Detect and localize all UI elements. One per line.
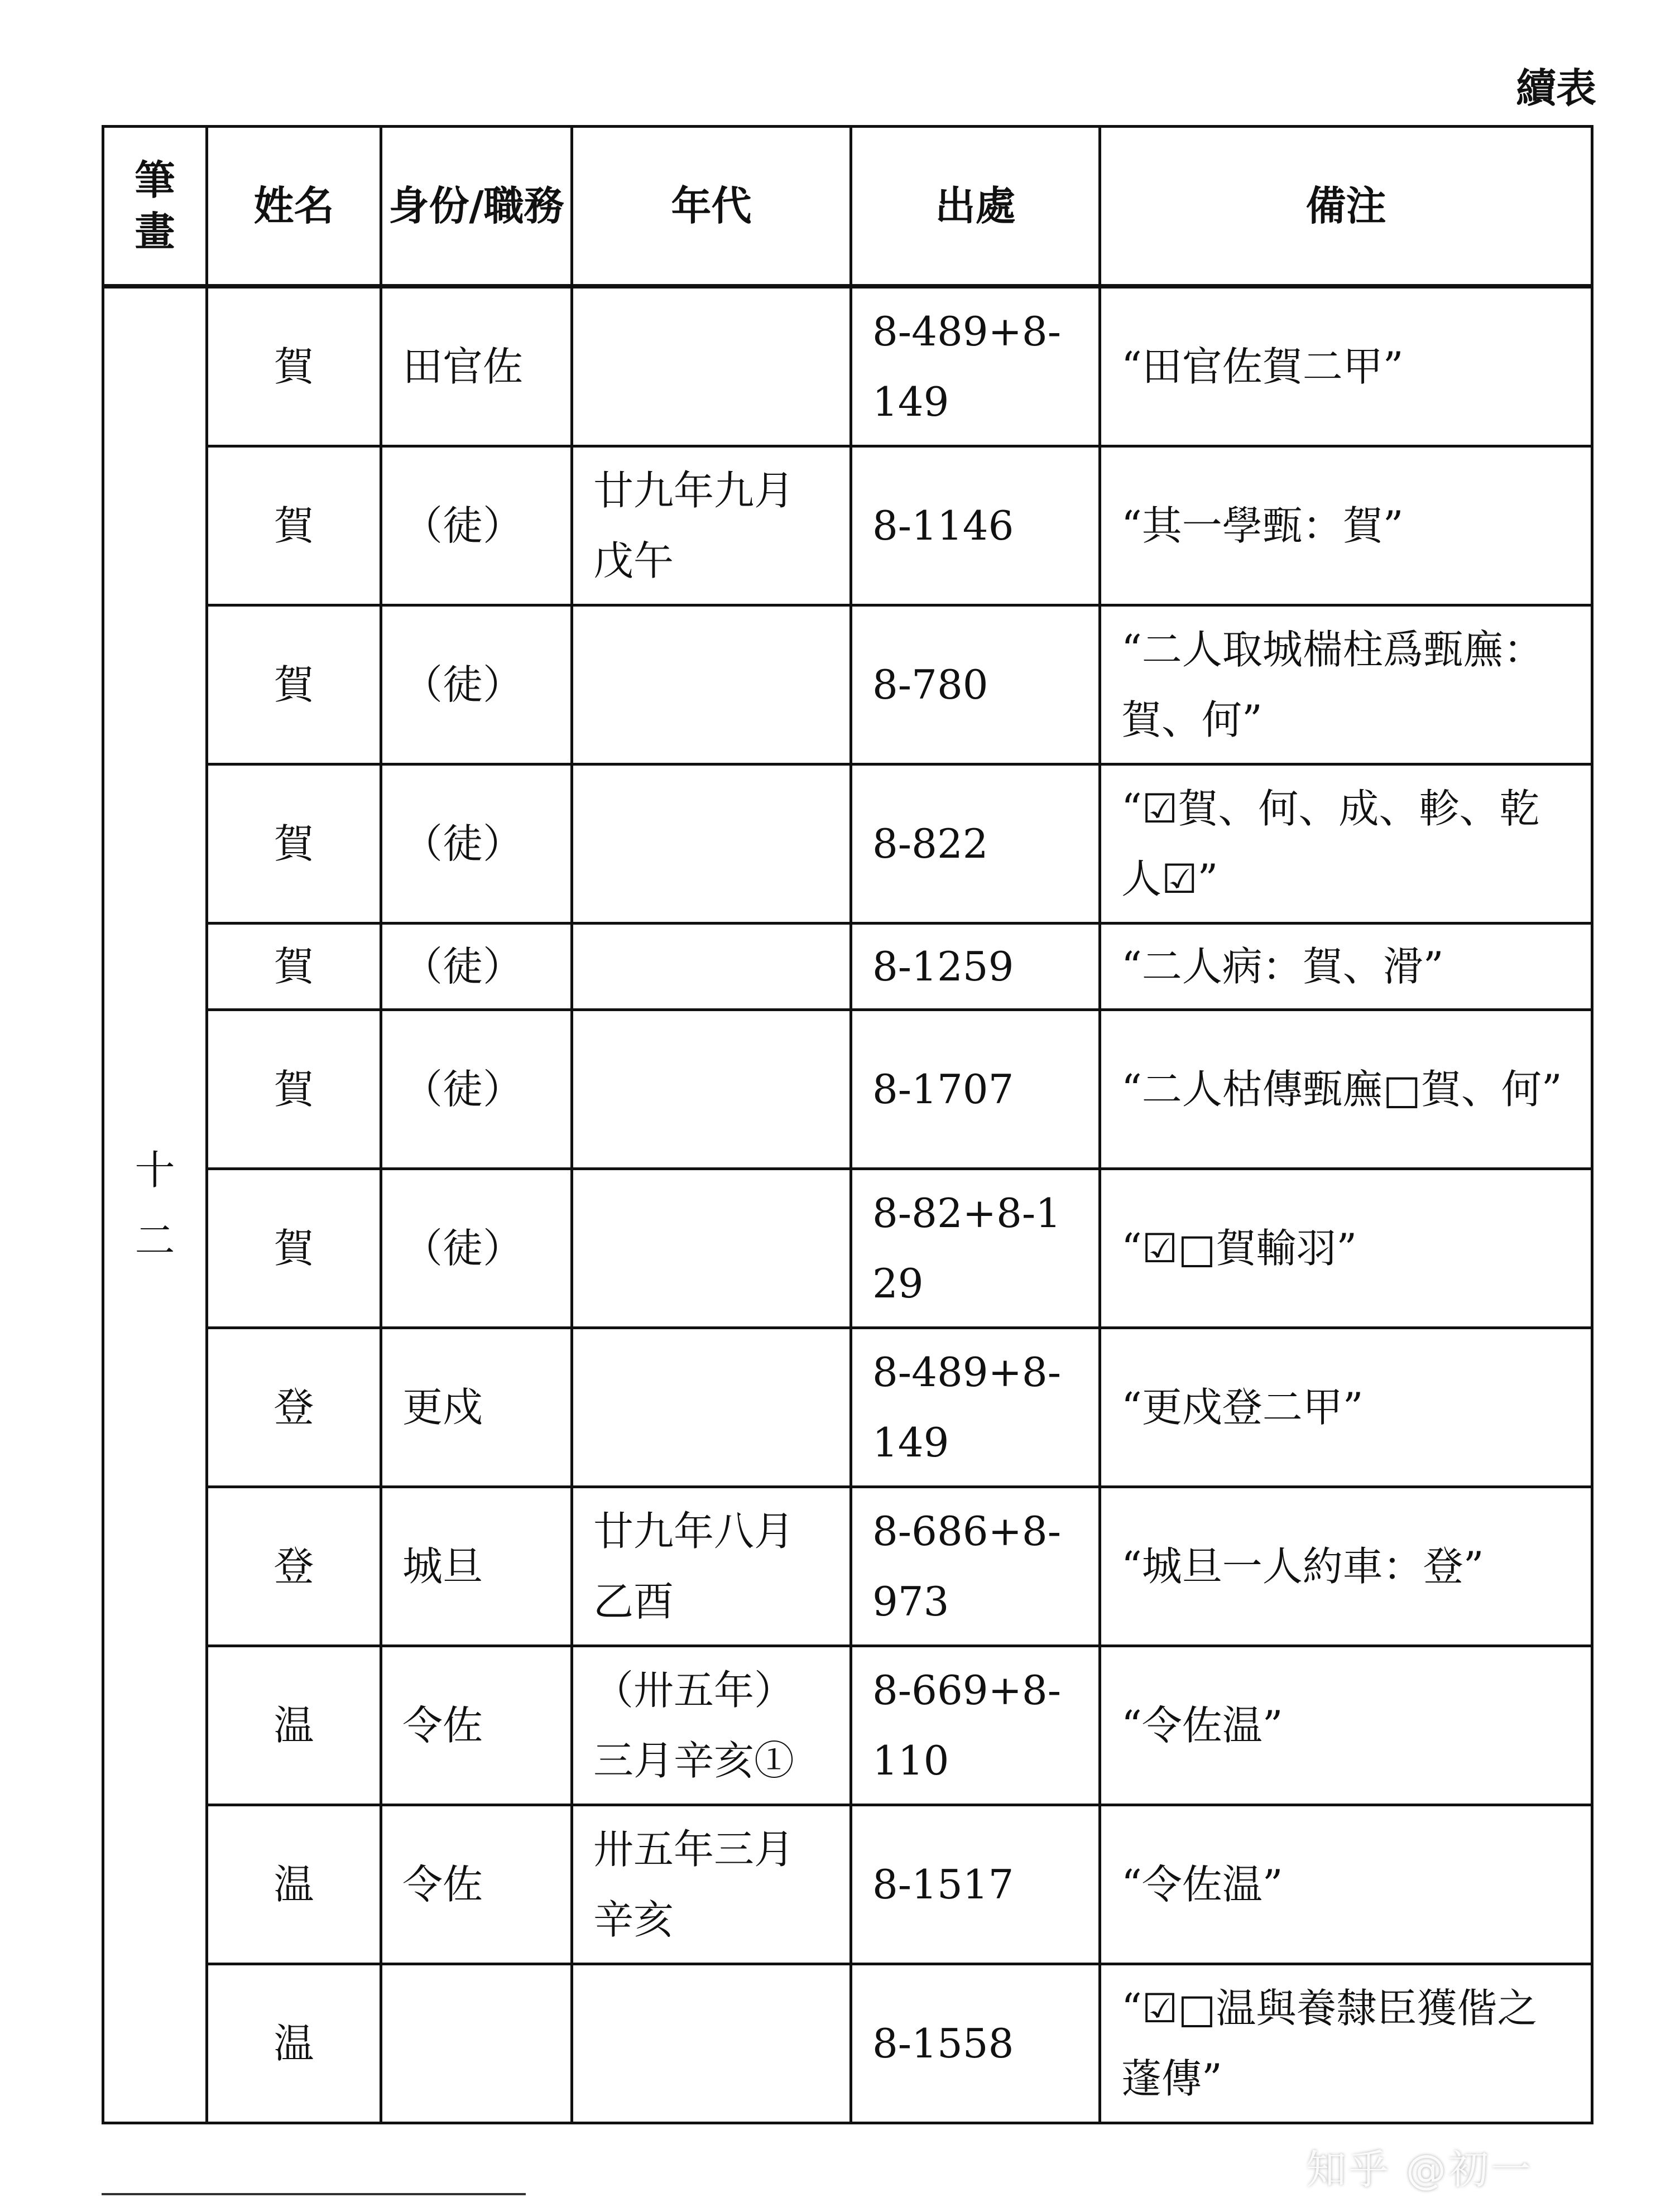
name-cell: 登 bbox=[207, 1328, 381, 1487]
stroke-count-cell: 十二 bbox=[103, 286, 207, 2123]
date-cell: （卅五年）三月辛亥① bbox=[572, 1646, 851, 1805]
header-stroke: 筆畫 bbox=[103, 127, 207, 287]
source-cell: 8-686+8-973 bbox=[851, 1487, 1100, 1646]
role-cell: （徒） bbox=[381, 446, 572, 605]
date-cell: 卅五年三月辛亥 bbox=[572, 1805, 851, 1964]
date-cell bbox=[572, 1328, 851, 1487]
header-role: 身份/職務 bbox=[381, 127, 572, 287]
date-cell: 廿九年九月戊午 bbox=[572, 446, 851, 605]
role-cell: 城旦 bbox=[381, 1487, 572, 1646]
source-cell: 8-1707 bbox=[851, 1010, 1100, 1169]
table-row bbox=[103, 924, 1592, 1010]
table-row bbox=[103, 1964, 1592, 2123]
table-row bbox=[103, 1646, 1592, 1805]
table-row bbox=[103, 1805, 1592, 1964]
name-cell: 賀 bbox=[207, 605, 381, 764]
name-cell: 温 bbox=[207, 1805, 381, 1964]
name-cell: 温 bbox=[207, 1964, 381, 2123]
note-cell: “二人病：賀、滑” bbox=[1100, 924, 1592, 1010]
table-row bbox=[103, 1010, 1592, 1169]
date-cell bbox=[572, 286, 851, 446]
page-header: 續表 bbox=[1515, 65, 1596, 112]
header-name: 姓名 bbox=[207, 127, 381, 287]
date-cell bbox=[572, 605, 851, 764]
note-cell: “令佐温” bbox=[1100, 1805, 1592, 1964]
name-cell: 賀 bbox=[207, 924, 381, 1010]
role-cell: （徒） bbox=[381, 1169, 572, 1328]
table-row bbox=[103, 764, 1592, 924]
note-cell: “令佐温” bbox=[1100, 1646, 1592, 1805]
date-cell: 廿九年八月乙酉 bbox=[572, 1487, 851, 1646]
name-cell: 賀 bbox=[207, 1169, 381, 1328]
note-cell: “二人取城椯柱爲甄廡：賀、何” bbox=[1100, 605, 1592, 764]
table-row bbox=[103, 446, 1592, 605]
source-cell: 8-489+8-149 bbox=[851, 286, 1100, 446]
note-cell: “☑□賀輸羽” bbox=[1100, 1169, 1592, 1328]
table-row bbox=[103, 1169, 1592, 1328]
note-cell: “☑□温與養隸臣獲偕之蓬傳” bbox=[1100, 1964, 1592, 2123]
table-row bbox=[103, 1487, 1592, 1646]
source-cell: 8-1558 bbox=[851, 1964, 1100, 2123]
record-table bbox=[102, 125, 1593, 2124]
table-row bbox=[103, 286, 1592, 446]
role-cell: （徒） bbox=[381, 764, 572, 924]
role-cell: 更戍 bbox=[381, 1328, 572, 1487]
name-cell: 登 bbox=[207, 1487, 381, 1646]
name-cell: 賀 bbox=[207, 1010, 381, 1169]
note-cell: “田官佐賀二甲” bbox=[1100, 286, 1592, 446]
name-cell: 賀 bbox=[207, 764, 381, 924]
role-cell: （徒） bbox=[381, 605, 572, 764]
table-row bbox=[103, 605, 1592, 764]
role-cell: （徒） bbox=[381, 1010, 572, 1169]
header-row bbox=[103, 127, 1592, 287]
role-cell: 令佐 bbox=[381, 1646, 572, 1805]
note-cell: “☑賀、何、成、軫、乾人☑” bbox=[1100, 764, 1592, 924]
watermark: 知乎 @初一 bbox=[1306, 2146, 1533, 2193]
date-cell bbox=[572, 1010, 851, 1169]
role-cell: （徒） bbox=[381, 924, 572, 1010]
source-cell: 8-669+8-110 bbox=[851, 1646, 1100, 1805]
note-cell: “更戍登二甲” bbox=[1100, 1328, 1592, 1487]
header-date: 年代 bbox=[572, 127, 851, 287]
role-cell: 田官佐 bbox=[381, 286, 572, 446]
note-cell: “二人枯傳甄廡□賀、何” bbox=[1100, 1010, 1592, 1169]
source-cell: 8-489+8-149 bbox=[851, 1328, 1100, 1487]
source-cell: 8-822 bbox=[851, 764, 1100, 924]
date-cell bbox=[572, 764, 851, 924]
footnote-divider bbox=[102, 2193, 526, 2195]
source-cell: 8-780 bbox=[851, 605, 1100, 764]
note-cell: “城旦一人約車：登” bbox=[1100, 1487, 1592, 1646]
name-cell: 賀 bbox=[207, 286, 381, 446]
date-cell bbox=[572, 1169, 851, 1328]
table-row bbox=[103, 1328, 1592, 1487]
source-cell: 8-1146 bbox=[851, 446, 1100, 605]
source-cell: 8-82+8-129 bbox=[851, 1169, 1100, 1328]
date-cell bbox=[572, 924, 851, 1010]
header-note: 備注 bbox=[1100, 127, 1592, 287]
source-cell: 8-1259 bbox=[851, 924, 1100, 1010]
name-cell: 賀 bbox=[207, 446, 381, 605]
role-cell bbox=[381, 1964, 572, 2123]
header-source: 出處 bbox=[851, 127, 1100, 287]
source-cell: 8-1517 bbox=[851, 1805, 1100, 1964]
note-cell: “其一學甄：賀” bbox=[1100, 446, 1592, 605]
role-cell: 令佐 bbox=[381, 1805, 572, 1964]
date-cell bbox=[572, 1964, 851, 2123]
name-cell: 温 bbox=[207, 1646, 381, 1805]
